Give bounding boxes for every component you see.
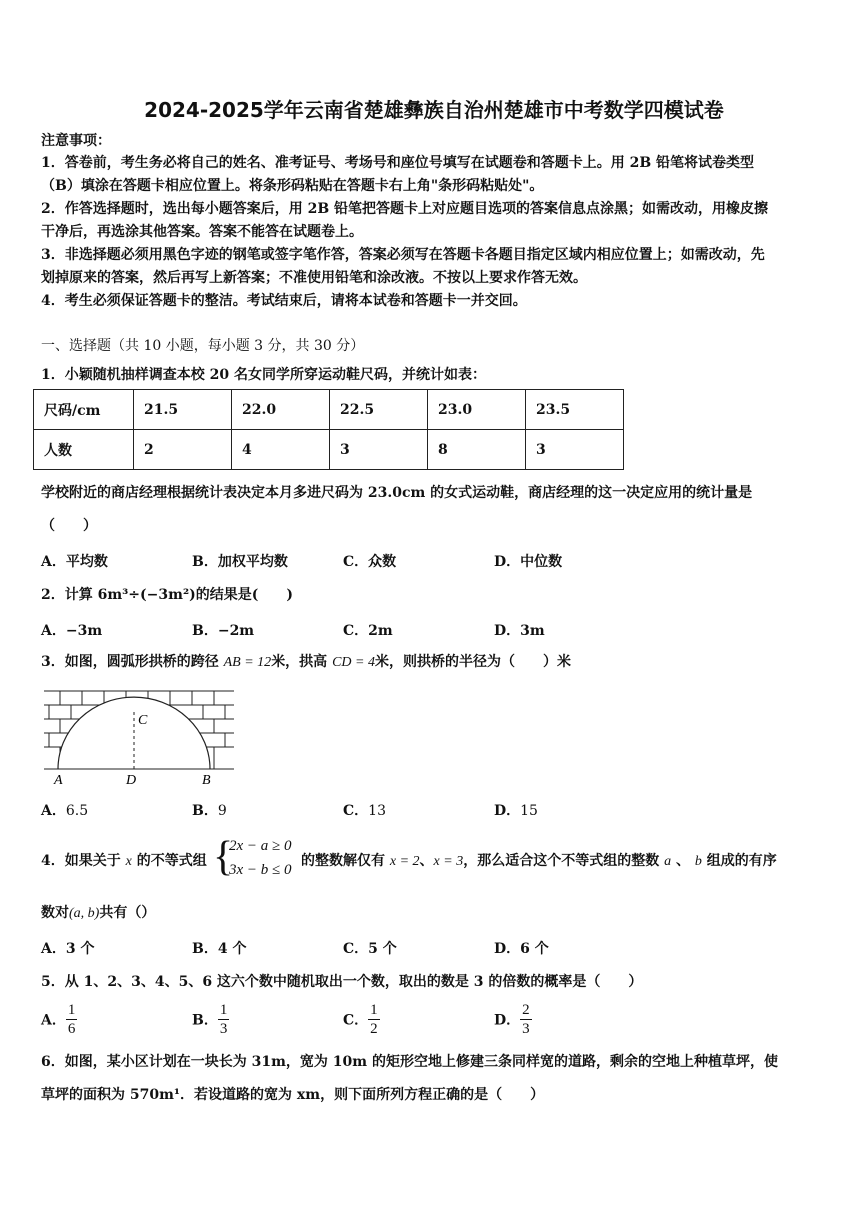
option-d: D．3m bbox=[494, 623, 545, 639]
table-cell: 22.0 bbox=[232, 390, 330, 430]
label-d: D bbox=[126, 773, 137, 786]
option-b: B．−2m bbox=[192, 623, 255, 639]
math-ab: AB = 12 bbox=[223, 655, 272, 670]
option-c: C． $\frac{1}{2}$ bbox=[343, 1002, 378, 1037]
option-b: B．4 个 bbox=[192, 941, 247, 957]
fraction: $\frac{2}{3}$ bbox=[522, 1002, 530, 1037]
option-c: C．13 bbox=[343, 803, 386, 819]
option-a: A．−3m bbox=[41, 623, 103, 639]
answer-paren: （ ） bbox=[41, 518, 97, 534]
fraction: $\frac{1}{6}$ bbox=[67, 1002, 76, 1037]
option-a: A．6.5 bbox=[41, 803, 89, 819]
option-b: B． $\frac{1}{3}$ bbox=[192, 1002, 228, 1037]
page-title: 2024-2025学年云南省楚雄彝族自治州楚雄市中考数学四模试卷 bbox=[144, 98, 724, 122]
label-a: A bbox=[54, 773, 63, 786]
question-4-stem-b: 的整数解仅有 x = 2、x = 3，那么适合这个不等式组的整数 a 、 b 组成的有序 bbox=[301, 853, 777, 869]
question-3-stem bbox=[41, 652, 571, 673]
notice-line: 干净后，再选涂其他答案。答案不能答在试题卷上。 bbox=[41, 224, 363, 240]
option-d: D．15 bbox=[494, 803, 538, 819]
table-cell: 4 bbox=[232, 430, 330, 470]
option-a: A．平均数 bbox=[41, 554, 108, 570]
question-4-stem-a: 4．如果关于 x 的不等式组 bbox=[41, 853, 207, 869]
question-5-stem: 5．从 1、2、3、4、5、6 这六个数中随机取出一个数，取出的数是 3 的倍数的概率是（ ） bbox=[41, 974, 643, 990]
option-c: C．5 个 bbox=[343, 941, 397, 957]
notice-heading: 注意事项： bbox=[41, 133, 111, 149]
inequality-1: 2x − a ≥ 0 bbox=[229, 838, 292, 854]
option-c: C．众数 bbox=[343, 554, 397, 570]
option-a: A．3 个 bbox=[41, 941, 95, 957]
question-6-line-1: 6．如图，某小区计划在一块长为 31m，宽为 10m 的矩形空地上修建三条同样宽的道路，剩余的空地上种植草坪，使 bbox=[41, 1054, 778, 1070]
table-cell: 22.5 bbox=[330, 390, 428, 430]
fraction: $\frac{1}{3}$ bbox=[219, 1002, 228, 1037]
option-c: C．2m bbox=[343, 623, 393, 639]
shoe-size-table bbox=[33, 389, 624, 470]
inequality-2: 3x − b ≤ 0 bbox=[229, 862, 292, 878]
math-cd: CD = 4 bbox=[332, 655, 375, 670]
arch-bridge-figure bbox=[38, 686, 238, 786]
question-4-line-2: 数对(a, b)共有（） bbox=[41, 905, 156, 921]
stem-text: 3．如图，圆弧形拱桥的跨径 bbox=[41, 654, 224, 670]
option-d: D．中位数 bbox=[494, 554, 563, 570]
table-row bbox=[34, 390, 624, 430]
option-a: A． $\frac{1}{6}$ bbox=[41, 1002, 76, 1037]
label-c: C bbox=[138, 713, 148, 728]
option-d: D．6 个 bbox=[494, 941, 549, 957]
stem-text: 米，则拱桥的半径为（ ）米 bbox=[374, 654, 571, 670]
notice-line: 划掉原来的答案，然后再写上新答案；不准使用铅笔和涂改液。不按以上要求作答无效。 bbox=[41, 270, 587, 286]
option-b: B．加权平均数 bbox=[192, 554, 288, 570]
question-6-line-2: 草坪的面积为 570m¹．若设道路的宽为 xm，则下面所列方程正确的是（ ） bbox=[41, 1087, 545, 1103]
notice-line: 2．作答选择题时，选出每小题答案后，用 2B 铅笔把答题卡上对应题目选项的答案信息点涂黑；如需改动，用橡皮擦 bbox=[41, 201, 769, 217]
notice-line: （B）填涂在答题卡相应位置上。将条形码粘贴在答题卡右上角"条形码粘贴处"。 bbox=[41, 178, 544, 194]
brace-icon: { bbox=[213, 834, 234, 880]
option-b: B．9 bbox=[192, 803, 227, 819]
table-cell: 8 bbox=[428, 430, 526, 470]
stem-text: 米，拱高 bbox=[271, 654, 333, 670]
table-cell: 23.5 bbox=[526, 390, 624, 430]
fraction: $\frac{1}{2}$ bbox=[370, 1002, 378, 1037]
question-1-stem-2: 学校附近的商店经理根据统计表决定本月多进尺码为 23.0cm 的女式运动鞋，商店经理的这一决定应用的统计量是 bbox=[41, 485, 753, 501]
table-row bbox=[34, 430, 624, 470]
table-cell: 23.0 bbox=[428, 390, 526, 430]
question-2-stem: 2．计算 6m³÷(−3m²)的结果是( ) bbox=[41, 587, 293, 603]
section-heading: 一、选择题（共 10 小题，每小题 3 分，共 30 分） bbox=[41, 338, 365, 354]
notice-line: 4．考生必须保证答题卡的整洁。考试结束后，请将本试卷和答题卡一并交回。 bbox=[41, 293, 527, 309]
option-d: D． $\frac{2}{3}$ bbox=[494, 1002, 530, 1037]
question-1-stem: 1．小颖随机抽样调查本校 20 名女同学所穿运动鞋尺码，并统计如表： bbox=[41, 367, 486, 383]
table-cell: 3 bbox=[330, 430, 428, 470]
notice-line: 1．答卷前，考生务必将自己的姓名、准考证号、考场号和座位号填写在试题卷和答题卡上。用 2B 铅笔将试卷类型 bbox=[41, 155, 755, 171]
table-cell: 2 bbox=[134, 430, 232, 470]
table-cell: 尺码/cm bbox=[34, 390, 134, 430]
table-cell: 人数 bbox=[34, 430, 134, 470]
table-cell: 21.5 bbox=[134, 390, 232, 430]
table-cell: 3 bbox=[526, 430, 624, 470]
label-b: B bbox=[202, 773, 211, 786]
notice-line: 3．非选择题必须用黑色字迹的钢笔或签字笔作答，答案必须写在答题卡各题目指定区域内相应位置上；如需改动，先 bbox=[41, 247, 765, 263]
